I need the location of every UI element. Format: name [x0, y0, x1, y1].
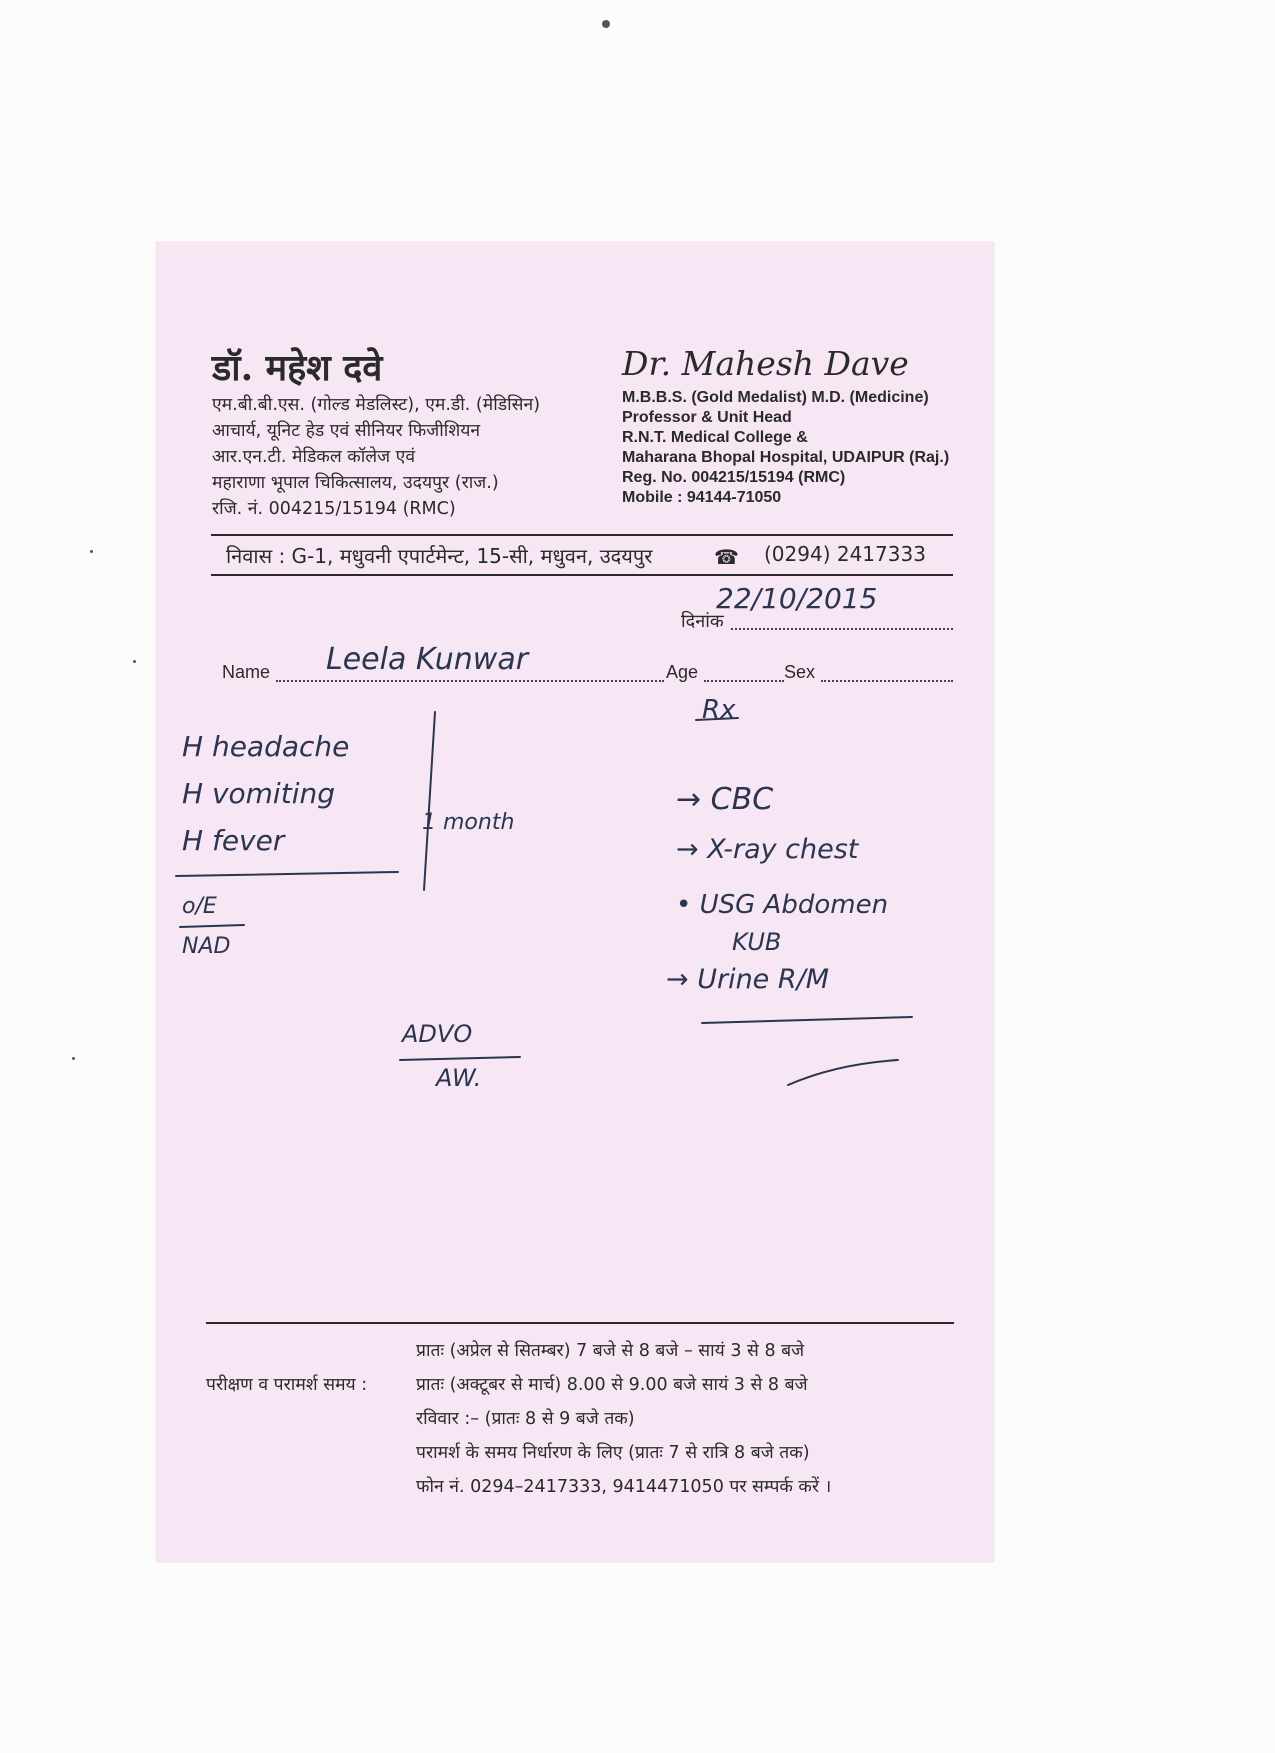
- handwritten-patient-name: Leela Kunwar: [326, 642, 529, 677]
- qualification-english: M.B.B.S. (Gold Medalist) M.D. (Medicine): [622, 389, 929, 406]
- handwritten-investigation: → X-ray chest: [676, 834, 859, 865]
- handwritten-investigation: → CBC: [676, 782, 774, 817]
- footer-timing-line: प्रातः (अक्टूबर से मार्च) 8.00 से 9.00 बजे सायं 3 से 8 बजे: [416, 1375, 808, 1395]
- handwritten-exam: NAD: [182, 934, 231, 959]
- handwritten-complaint: H headache: [182, 730, 350, 763]
- mobile-english: Mobile : 94144-71050: [622, 489, 782, 506]
- pen-bracket-line: [424, 712, 435, 890]
- pen-underline: [696, 718, 738, 720]
- handwritten-date: 22/10/2015: [716, 582, 878, 615]
- college-english: R.N.T. Medical College &: [622, 429, 808, 446]
- doctor-name-english: Dr. Mahesh Dave: [622, 344, 909, 383]
- footer-rule: [206, 1322, 954, 1324]
- qualification-hindi: एम.बी.बी.एस. (गोल्ड मेडलिस्ट), एम.डी. (मेडिसिन): [212, 395, 541, 415]
- handwritten-duration: 1 month: [422, 810, 515, 835]
- scan-speck: [133, 660, 136, 663]
- pen-strokes: [156, 242, 994, 1562]
- handwritten-advice: AW.: [436, 1064, 482, 1092]
- handwritten-complaint: H fever: [182, 824, 285, 857]
- pen-underline: [702, 1017, 912, 1023]
- handwritten-complaint: H vomiting: [182, 777, 335, 810]
- handwritten-advice: ADVO: [402, 1020, 473, 1048]
- designation-hindi: आचार्य, यूनिट हेड एवं सीनियर फिजीशियन: [212, 421, 481, 441]
- residence-address: निवास : G-1, मधुवनी एपार्टमेन्ट, 15-सी, मधुवन, उदयपुर: [226, 544, 653, 568]
- footer-timing-line: रविवार :– (प्रातः 8 से 9 बजे तक): [416, 1409, 635, 1429]
- footer-timing-line: परामर्श के समय निर्धारण के लिए (प्रातः 7 से रात्रि 8 बजे तक): [416, 1443, 810, 1463]
- college-hindi: आर.एन.टी. मेडिकल कॉलेज एवं: [212, 447, 416, 467]
- handwritten-investigation: KUB: [732, 928, 782, 956]
- footer-timing-line: प्रातः (अप्रेल से सितम्बर) 7 बजे से 8 बजे – सायं 3 से 8 बजे: [416, 1341, 805, 1361]
- date-label: दिनांक: [681, 611, 724, 631]
- scan-speck: [602, 20, 610, 28]
- prescription-letterhead: [156, 242, 994, 1562]
- pen-underline: [176, 872, 398, 876]
- handwritten-investigation: • USG Abdomen: [676, 890, 889, 920]
- registration-english: Reg. No. 004215/15194 (RMC): [622, 469, 846, 486]
- hospital-english: Maharana Bhopal Hospital, UDAIPUR (Raj.): [622, 449, 950, 466]
- name-label: Name: [222, 662, 271, 682]
- scan-speck: [90, 550, 93, 553]
- pen-underline: [180, 925, 244, 927]
- telephone-icon: ☎: [714, 547, 739, 569]
- designation-english: Professor & Unit Head: [622, 409, 792, 426]
- footer-timing-label: परीक्षण व परामर्श समय :: [206, 1375, 368, 1395]
- handwritten-investigation: → Urine R/M: [666, 964, 830, 995]
- footer-contact-line: फोन नं. 0294–2417333, 9414471050 पर सम्पर्क करें ।: [416, 1477, 832, 1497]
- handwritten-exam: o/E: [182, 894, 217, 919]
- pen-scribble: [788, 1060, 898, 1085]
- pen-underline: [400, 1057, 520, 1060]
- sex-label: Sex: [784, 662, 816, 682]
- registration-hindi: रजि. नं. 004215/15194 (RMC): [212, 499, 456, 519]
- age-label: Age: [666, 662, 699, 682]
- doctor-name-hindi: डॉ. महेश दवे: [212, 347, 383, 389]
- scan-speck: [72, 1057, 75, 1060]
- residence-phone: (0294) 2417333: [764, 542, 926, 566]
- hospital-hindi: महाराणा भूपाल चिकित्सालय, उदयपुर (राज.): [212, 473, 499, 493]
- handwritten-rx-symbol: Rx: [702, 695, 736, 725]
